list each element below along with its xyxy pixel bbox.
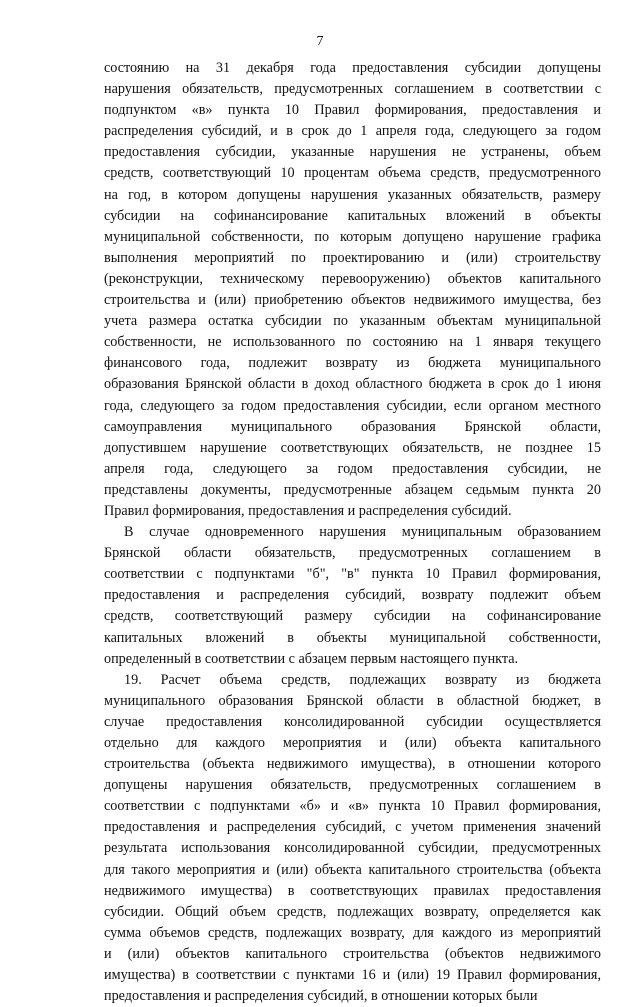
text-line: и (или) объектов капитального строительства (объектов недвижимого <box>104 945 601 962</box>
page-number: 7 <box>316 34 324 49</box>
text-line: 19. Расчет объема средств, подлежащих возврату из бюджета <box>124 671 601 688</box>
text-line: выполнения мероприятий по проектированию и (или) строительству <box>104 249 601 266</box>
text-line: сумма объемов средств, подлежащих возврату, для каждого из мероприятий <box>104 924 601 941</box>
text-line: строительства (объекта недвижимого имущества), в отношении которого <box>104 756 601 773</box>
text-line: нарушения обязательств, предусмотренных соглашением в соответствии с <box>104 81 601 98</box>
text-line: отдельно для каждого мероприятия и (или) объекта капитального <box>104 735 601 751</box>
text-line: средств, соответствующий размеру субсидии на софинансирование <box>104 608 601 625</box>
text-line: для такого мероприятия и (или) объекта капитального строительства (объекта <box>104 861 601 878</box>
text-line: подпунктом «в» пункта 10 Правил формирования, предоставления и <box>104 102 601 119</box>
text-line: результата использования консолидированной субсидии, предусмотренных <box>104 840 601 857</box>
text-line: самоуправления муниципального образования Брянской области, <box>104 418 601 435</box>
text-line: предоставления субсидии, указанные нарушения не устранены, объем <box>104 144 601 161</box>
text-line: (реконструкции, техническому перевооружению) объектов капитального <box>104 270 601 287</box>
text-line: Правил формирования, предоставления и распределения субсидий. <box>104 502 512 519</box>
text-line: капитальных вложений в объекты муниципальной собственности, <box>104 629 601 646</box>
text-line: состоянию на 31 декабря года предоставления субсидии допущены <box>104 60 601 76</box>
text-line: В случае одновременного нарушения муниципальным образованием <box>124 524 601 541</box>
text-line: учета размера остатка субсидии по указанным объектам муниципальной <box>104 313 601 330</box>
text-line: апреля года, следующего за годом предоставления субсидии, не <box>104 460 601 477</box>
text-line: года, следующего за годом предоставления субсидии, если органом местного <box>104 397 601 414</box>
text-line: Брянской области обязательств, предусмотренных соглашением в <box>104 545 601 562</box>
text-line: случае предоставления консолидированной субсидии осуществляется <box>104 713 601 730</box>
text-line: соответствии с подпунктами "б", "в" пункта 10 Правил формирования, <box>104 566 601 583</box>
text-line: финансового года, подлежит возврату из бюджета муниципального <box>104 355 601 372</box>
text-line: субсидии. Общий объем средств, подлежащих возврату, определяется как <box>104 903 601 920</box>
text-line: недвижимого имущества) в соответствующих правилах предоставления <box>104 882 601 899</box>
text-line: образования Брянской области в доход областного бюджета в срок до 1 июня <box>104 376 601 393</box>
text-line: распределения субсидий, и в срок до 1 апреля года, следующего за годом <box>104 123 601 140</box>
text-line: средств, соответствующий 10 процентам объема средств, предусмотренного <box>104 165 601 182</box>
text-line: определенный в соответствии с абзацем первым настоящего пункта. <box>104 650 519 667</box>
text-line: допущены нарушения обязательств, предусмотренных соглашением в <box>104 777 601 794</box>
text-line: соответствии с подпунктами «б» и «в» пункта 10 Правил формирования, <box>104 798 601 815</box>
text-line: предоставления и распределения субсидий, с учетом применения значений <box>104 819 601 836</box>
text-line: имущества) в соответствии с пунктами 16 и (или) 19 Правил формирования, <box>104 967 601 984</box>
text-line: муниципальной собственности, по которым допущено нарушение графика <box>104 228 601 245</box>
text-line: муниципального образования Брянской области в областной бюджет, в <box>104 692 601 709</box>
text-line: представлены документы, предусмотренные абзацем седьмым пункта 20 <box>104 481 601 498</box>
text-line: субсидии на софинансирование капитальных вложений в объекты <box>104 207 601 224</box>
document-body <box>104 58 601 1007</box>
text-line: предоставления и распределения субсидий, возврату подлежит объем <box>104 587 601 604</box>
text-line: на год, в котором допущены нарушения указанных обязательств, размеру <box>104 186 601 203</box>
text-line: собственности, не использованного по состоянию на 1 января текущего <box>104 334 601 351</box>
text-line: предоставления и распределения субсидий, в отношении которых были <box>104 988 538 1005</box>
text-line: допустившем нарушение соответствующих обязательств, не позднее 15 <box>104 439 601 456</box>
text-line: строительства и (или) приобретению объектов недвижимого имущества, без <box>104 292 601 309</box>
